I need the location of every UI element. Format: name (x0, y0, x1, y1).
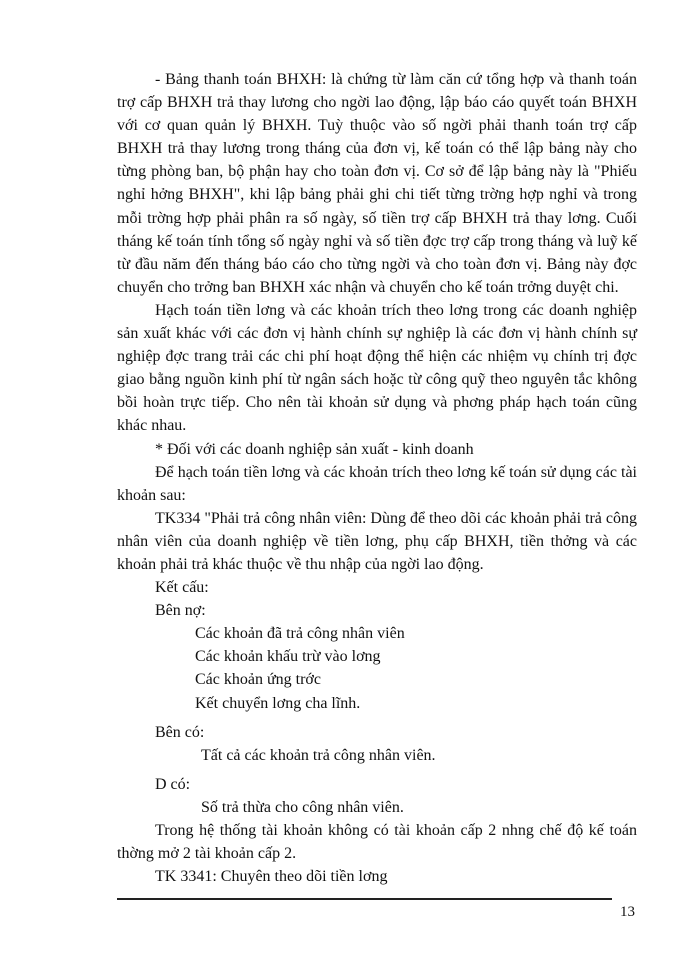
paragraph-accounts-used: Để hạch toán tiền lơng và các khoản trích theo lơng kế toán sử dụng các tài khoản sau: (117, 463, 637, 504)
debit-item: Các khoản khấu trừ vào lơng (195, 648, 381, 666)
debit-item: Các khoản đã trả công nhân viên (195, 625, 405, 643)
debit-side-label: Bên nợ: (155, 602, 206, 620)
paragraph-accounting-comparison: Hạch toán tiền lơng và các khoản trích theo lơng trong các doanh nghiệp sản xuất khác với các đơn vị hành chính sự nghiệp là các đơn vị hành chính sự nghiệp đợc trang trải các chi phí hoạt động thể hiện các nhiệm vụ chính trị đợc giao bằng nguồn kinh phí từ ngân sách hoặc từ công quỹ theo nguyên tắc không bồi hoàn trực tiếp. Cho nên tài khoản sử dụng và phơng pháp hạch toán cũng khác nhau. (117, 301, 637, 435)
section-heading-enterprises: * Đối với các doanh nghiệp sản xuất - kinh doanh (155, 440, 474, 458)
paragraph-bhxh-payment-table: - Bảng thanh toán BHXH: là chứng từ làm căn cứ tổng hợp và thanh toán trợ cấp BHXH trả thay lương cho ngời lao động, lập báo cáo quyết toán BHXH với cơ quan quản lý BHXH. Tuỳ thuộc vào số ngời phải thanh toán trợ cấp BHXH trả thay lương trong tháng của đơn vị, kế toán có thể lập bảng này cho từng phòng ban, bộ phận hay cho toàn đơn vị. Cơ sở để lập bảng này là "Phiếu nghỉ hởng BHXH", khi lập bảng phải ghi chi tiết từng trờng hợp nghỉ và trong mỗi trờng hợp phải phân ra số ngày, số tiền trợ cấp BHXH trả thay lơng. Cuối tháng kế toán tính tổng số ngày nghỉ và số tiền đợc trợ cấp trong tháng và luỹ kế từ đầu năm đến tháng báo cáo cho từng ngời và cho toàn đơn vị. Bảng này đợc chuyển cho trởng ban BHXH xác nhận và chuyển cho kế toán trởng duyệt chi. (117, 71, 637, 296)
structure-label: Kết cấu: (155, 579, 209, 597)
page-body (117, 68, 637, 888)
credit-balance-item: Số trả thừa cho công nhân viên. (201, 798, 404, 816)
page-number: 13 (620, 904, 635, 920)
credit-balance-label: D có: (155, 775, 191, 793)
paragraph-level2-accounts: Trong hệ thống tài khoản không có tài khoản cấp 2 nhng chế độ kế toán thờng mở 2 tài khoản cấp 2. (117, 822, 637, 863)
debit-item: Các khoản ứng trớc (195, 671, 321, 689)
credit-side-label: Bên có: (155, 723, 205, 741)
paragraph-tk3341: TK 3341: Chuyên theo dõi tiền lơng (155, 868, 388, 886)
credit-item: Tất cả các khoản trả công nhân viên. (201, 746, 436, 764)
footer-divider (117, 898, 612, 900)
debit-item: Kết chuyển lơng cha lĩnh. (195, 694, 361, 712)
paragraph-tk334: TK334 "Phải trả công nhân viên: Dùng để theo dõi các khoản phải trả công nhân viên của doanh nghiệp về tiền lơng, phụ cấp BHXH, tiền thởng và các khoản phải trả khác thuộc về thu nhập của ngời lao động. (117, 509, 637, 573)
